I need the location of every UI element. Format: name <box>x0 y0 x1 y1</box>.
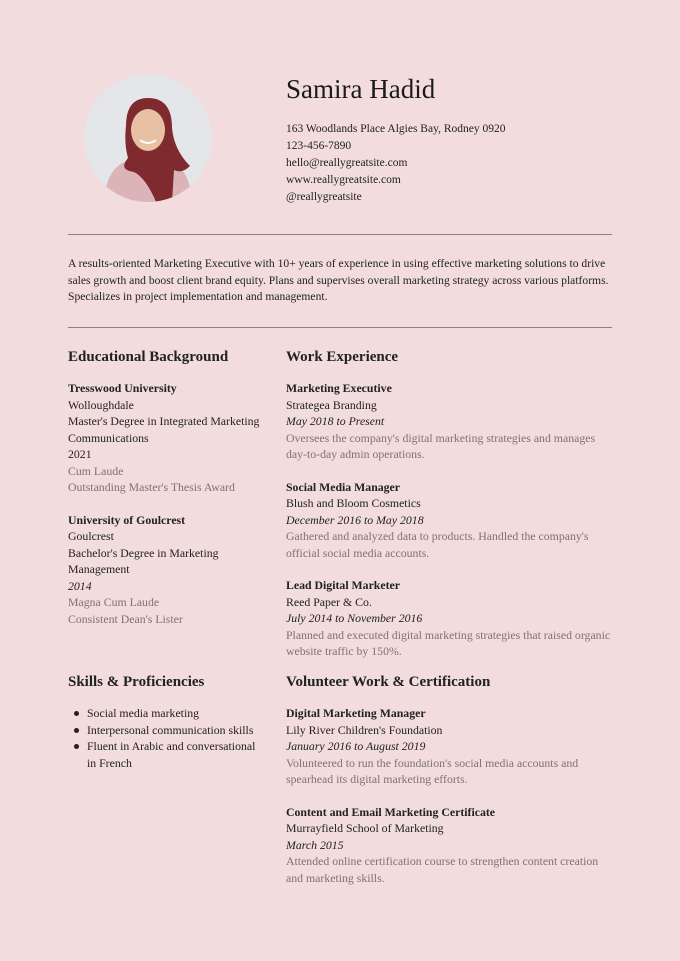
volunteer-heading: Volunteer Work & Certification <box>286 674 491 690</box>
school: Tresswood University <box>68 381 177 395</box>
work-entry <box>286 380 616 463</box>
summary: A results-oriented Marketing Executive with 10+ years of experience in using effective marketing solutions to drive sales growth and boost client brand equity. Plans and supervises overall marketing strategy across various platforms. Specializes in project implementation and management. <box>68 257 609 303</box>
role: Lead Digital Marketer <box>286 578 401 592</box>
dates: July 2014 to November 2016 <box>286 611 423 625</box>
school: University of Goulcrest <box>68 512 186 527</box>
website: www.reallygreatsite.com <box>286 174 401 186</box>
degree: Bachelor's Degree in Marketing Management <box>68 545 219 576</box>
organization: Strategea Branding <box>286 397 377 412</box>
dates: January 2016 to August 2019 <box>286 739 426 753</box>
honor: Magna Cum Laude <box>68 595 160 609</box>
education-list <box>68 380 268 643</box>
dates: March 2015 <box>286 837 344 852</box>
social-handle: @reallygreatsite <box>286 191 362 203</box>
work-heading: Work Experience <box>286 349 399 365</box>
dates: December 2016 to May 2018 <box>286 512 424 527</box>
organization: Lily River Children's Foundation <box>286 722 443 737</box>
honor: Outstanding Master's Thesis Award <box>68 480 235 494</box>
description: Planned and executed digital marketing strategies that raised organic website traffic by 150%. <box>286 627 611 658</box>
phone: 123-456-7890 <box>286 140 352 152</box>
organization: Reed Paper & Co. <box>286 594 372 609</box>
description: Oversees the company's digital marketing strategies and manages day-to-day admin operations. <box>286 430 596 461</box>
contact-info <box>286 121 505 206</box>
education-entry <box>68 380 268 496</box>
skill-item: Social media marketing <box>68 705 258 722</box>
organization: Blush and Bloom Cosmetics <box>286 496 421 510</box>
year: 2021 <box>68 447 92 461</box>
description: Attended online certification course to strengthen content creation and marketing skills. <box>286 854 599 885</box>
role: Social Media Manager <box>286 479 401 494</box>
place: Goulcrest <box>68 529 114 543</box>
description: Gathered and analyzed data to products. Handled the company's official social media accounts. <box>286 529 589 560</box>
description: Volunteered to run the foundation's social media accounts and spearhead its digital marketing efforts. <box>286 755 579 786</box>
address: 163 Woodlands Place Algies Bay, Rodney 0920 <box>286 123 506 135</box>
honor: Cum Laude <box>68 463 124 478</box>
place: Wolloughdale <box>68 397 134 412</box>
role: Marketing Executive <box>286 381 392 395</box>
skill-item: Fluent in Arabic and conversational in French <box>68 738 258 771</box>
organization: Murrayfield School of Marketing <box>286 821 444 835</box>
skills-heading: Skills & Proficiencies <box>68 674 205 690</box>
education-entry <box>68 512 268 628</box>
skills-list <box>68 705 258 771</box>
honor: Consistent Dean's Lister <box>68 611 183 626</box>
degree: Master's Degree in Integrated Marketing Communications <box>68 414 260 445</box>
divider <box>68 234 612 235</box>
dates: May 2018 to Present <box>286 414 385 428</box>
role: Digital Marketing Manager <box>286 706 426 720</box>
email: hello@reallygreatsite.com <box>286 157 408 169</box>
volunteer-entry <box>286 705 616 788</box>
year: 2014 <box>68 578 92 593</box>
work-entry <box>286 577 616 660</box>
profile-photo <box>84 74 212 202</box>
work-list <box>286 380 616 676</box>
candidate-name: Samira Hadid <box>286 74 436 104</box>
work-entry <box>286 479 616 562</box>
role: Content and Email Marketing Certificate <box>286 804 496 819</box>
volunteer-list <box>286 705 616 902</box>
divider <box>68 327 612 328</box>
skill-item: Interpersonal communication skills <box>68 722 258 739</box>
education-heading: Educational Background <box>68 349 229 365</box>
volunteer-entry <box>286 804 616 887</box>
